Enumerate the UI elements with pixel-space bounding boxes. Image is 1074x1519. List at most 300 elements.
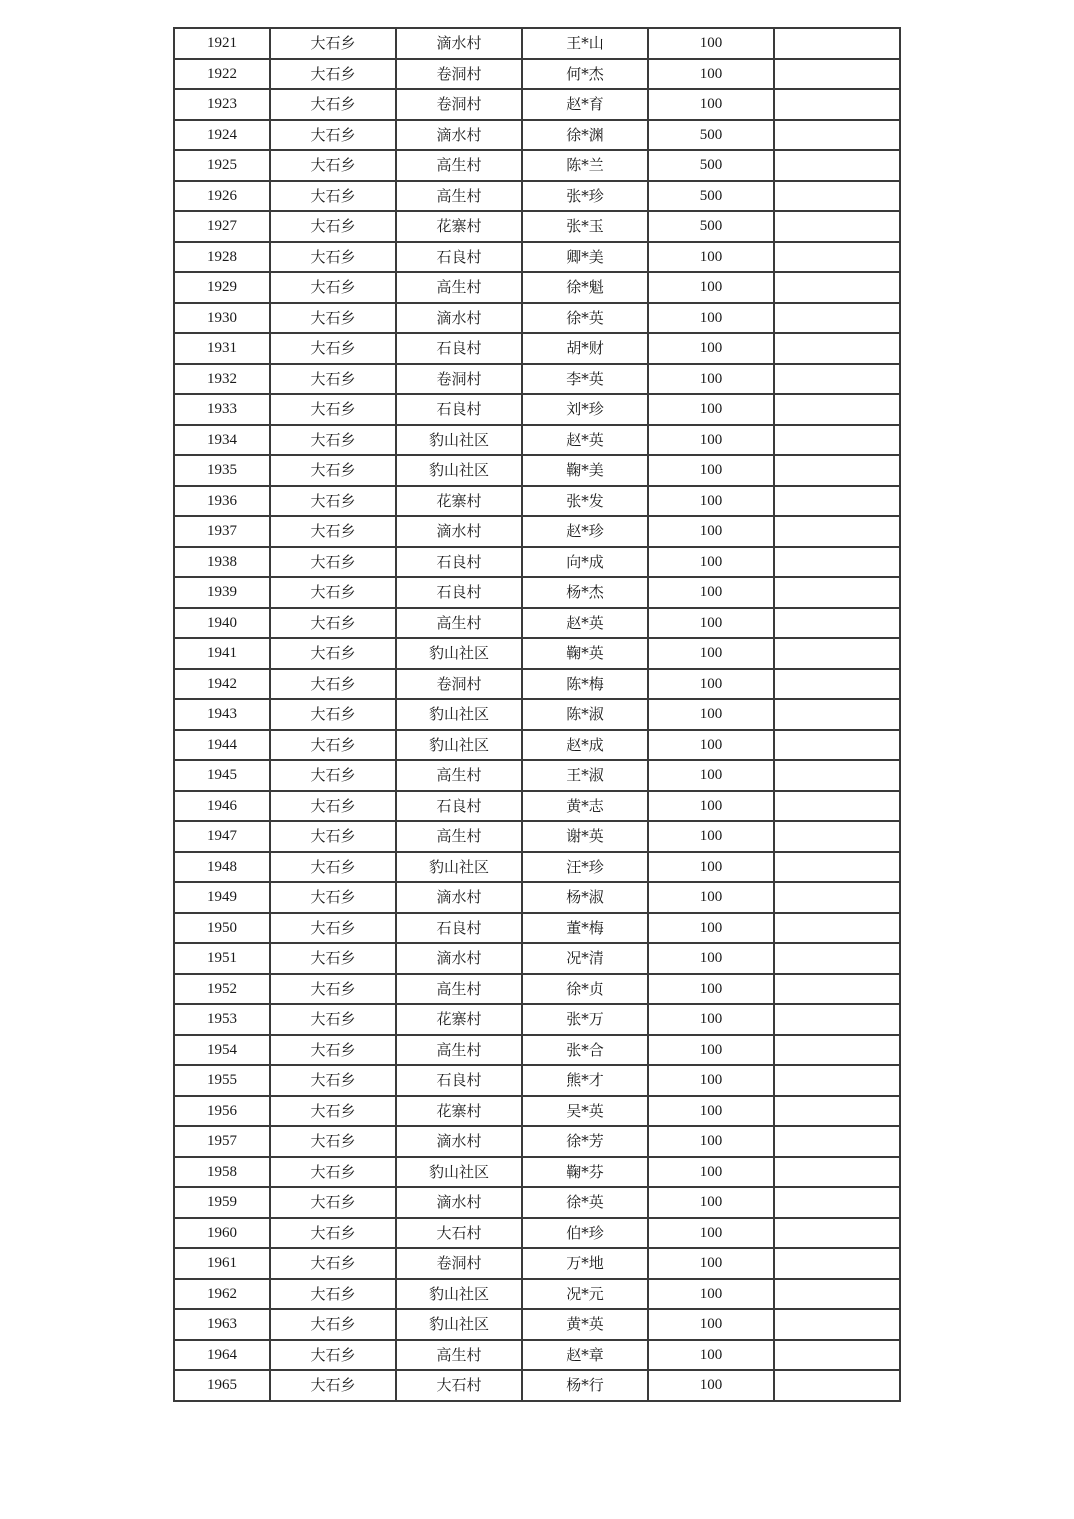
cell-township: 大石乡 <box>270 1340 396 1371</box>
cell-village: 滴水村 <box>396 1126 522 1157</box>
cell-serial-number: 1927 <box>174 211 270 242</box>
cell-amount: 100 <box>648 1004 774 1035</box>
cell-serial-number: 1937 <box>174 516 270 547</box>
cell-township: 大石乡 <box>270 1187 396 1218</box>
cell-village: 滴水村 <box>396 516 522 547</box>
cell-serial-number: 1925 <box>174 150 270 181</box>
cell-note <box>774 608 900 639</box>
cell-person-name: 吴*英 <box>522 1096 648 1127</box>
cell-village: 石良村 <box>396 394 522 425</box>
table-row <box>174 1218 900 1249</box>
cell-village: 滴水村 <box>396 943 522 974</box>
cell-person-name: 董*梅 <box>522 913 648 944</box>
cell-person-name: 鞠*美 <box>522 455 648 486</box>
cell-serial-number: 1935 <box>174 455 270 486</box>
cell-serial-number: 1947 <box>174 821 270 852</box>
cell-note <box>774 1370 900 1401</box>
cell-note <box>774 852 900 883</box>
cell-township: 大石乡 <box>270 1218 396 1249</box>
cell-serial-number: 1956 <box>174 1096 270 1127</box>
cell-amount: 100 <box>648 1309 774 1340</box>
cell-village: 花寨村 <box>396 486 522 517</box>
cell-serial-number: 1930 <box>174 303 270 334</box>
cell-village: 高生村 <box>396 760 522 791</box>
cell-amount: 100 <box>648 1340 774 1371</box>
cell-township: 大石乡 <box>270 608 396 639</box>
table-row <box>174 59 900 90</box>
cell-person-name: 胡*财 <box>522 333 648 364</box>
table-row <box>174 638 900 669</box>
cell-serial-number: 1934 <box>174 425 270 456</box>
cell-person-name: 徐*渊 <box>522 120 648 151</box>
table-row <box>174 1065 900 1096</box>
cell-village: 石良村 <box>396 242 522 273</box>
cell-township: 大石乡 <box>270 394 396 425</box>
cell-person-name: 熊*才 <box>522 1065 648 1096</box>
table-row <box>174 1340 900 1371</box>
cell-township: 大石乡 <box>270 791 396 822</box>
cell-person-name: 黄*志 <box>522 791 648 822</box>
table-row <box>174 791 900 822</box>
cell-township: 大石乡 <box>270 1126 396 1157</box>
cell-person-name: 张*玉 <box>522 211 648 242</box>
cell-township: 大石乡 <box>270 455 396 486</box>
cell-note <box>774 882 900 913</box>
cell-note <box>774 242 900 273</box>
table-row <box>174 181 900 212</box>
cell-note <box>774 821 900 852</box>
cell-village: 石良村 <box>396 913 522 944</box>
cell-serial-number: 1938 <box>174 547 270 578</box>
cell-person-name: 徐*贞 <box>522 974 648 1005</box>
cell-amount: 100 <box>648 547 774 578</box>
cell-serial-number: 1921 <box>174 28 270 59</box>
table-row <box>174 760 900 791</box>
cell-person-name: 伯*珍 <box>522 1218 648 1249</box>
cell-serial-number: 1962 <box>174 1279 270 1310</box>
cell-amount: 100 <box>648 1065 774 1096</box>
cell-amount: 100 <box>648 59 774 90</box>
cell-township: 大石乡 <box>270 1157 396 1188</box>
cell-serial-number: 1933 <box>174 394 270 425</box>
table-row <box>174 303 900 334</box>
cell-person-name: 徐*芳 <box>522 1126 648 1157</box>
cell-township: 大石乡 <box>270 821 396 852</box>
cell-township: 大石乡 <box>270 974 396 1005</box>
cell-township: 大石乡 <box>270 882 396 913</box>
cell-person-name: 赵*成 <box>522 730 648 761</box>
cell-note <box>774 303 900 334</box>
cell-person-name: 陈*淑 <box>522 699 648 730</box>
cell-village: 卷洞村 <box>396 364 522 395</box>
cell-person-name: 张*发 <box>522 486 648 517</box>
table-row <box>174 821 900 852</box>
table-row <box>174 1035 900 1066</box>
cell-note <box>774 272 900 303</box>
cell-village: 高生村 <box>396 608 522 639</box>
table-row <box>174 425 900 456</box>
cell-village: 豹山社区 <box>396 699 522 730</box>
cell-note <box>774 1309 900 1340</box>
cell-serial-number: 1948 <box>174 852 270 883</box>
cell-serial-number: 1960 <box>174 1218 270 1249</box>
cell-note <box>774 1187 900 1218</box>
cell-village: 滴水村 <box>396 28 522 59</box>
cell-township: 大石乡 <box>270 150 396 181</box>
cell-village: 石良村 <box>396 333 522 364</box>
cell-person-name: 赵*珍 <box>522 516 648 547</box>
cell-amount: 500 <box>648 120 774 151</box>
cell-serial-number: 1939 <box>174 577 270 608</box>
cell-amount: 100 <box>648 1035 774 1066</box>
cell-amount: 500 <box>648 150 774 181</box>
table-row <box>174 669 900 700</box>
table-row <box>174 882 900 913</box>
cell-township: 大石乡 <box>270 730 396 761</box>
cell-township: 大石乡 <box>270 516 396 547</box>
cell-serial-number: 1950 <box>174 913 270 944</box>
cell-amount: 100 <box>648 1218 774 1249</box>
cell-person-name: 杨*杰 <box>522 577 648 608</box>
cell-amount: 100 <box>648 455 774 486</box>
table-row <box>174 1370 900 1401</box>
cell-serial-number: 1959 <box>174 1187 270 1218</box>
cell-village: 滴水村 <box>396 120 522 151</box>
table-row <box>174 943 900 974</box>
cell-serial-number: 1953 <box>174 1004 270 1035</box>
cell-serial-number: 1941 <box>174 638 270 669</box>
table-row <box>174 486 900 517</box>
cell-amount: 100 <box>648 1248 774 1279</box>
cell-person-name: 何*杰 <box>522 59 648 90</box>
cell-serial-number: 1964 <box>174 1340 270 1371</box>
cell-serial-number: 1923 <box>174 89 270 120</box>
cell-village: 高生村 <box>396 1035 522 1066</box>
cell-person-name: 王*山 <box>522 28 648 59</box>
cell-township: 大石乡 <box>270 1065 396 1096</box>
table-row <box>174 1187 900 1218</box>
table-row <box>174 1309 900 1340</box>
cell-village: 豹山社区 <box>396 1309 522 1340</box>
cell-person-name: 黄*英 <box>522 1309 648 1340</box>
cell-amount: 100 <box>648 760 774 791</box>
cell-amount: 100 <box>648 394 774 425</box>
cell-serial-number: 1955 <box>174 1065 270 1096</box>
table-row <box>174 913 900 944</box>
table-row <box>174 730 900 761</box>
cell-village: 豹山社区 <box>396 1279 522 1310</box>
table-row <box>174 364 900 395</box>
cell-person-name: 鞠*英 <box>522 638 648 669</box>
cell-amount: 100 <box>648 577 774 608</box>
cell-person-name: 况*清 <box>522 943 648 974</box>
cell-township: 大石乡 <box>270 59 396 90</box>
cell-village: 滴水村 <box>396 1187 522 1218</box>
cell-amount: 100 <box>648 882 774 913</box>
cell-amount: 100 <box>648 516 774 547</box>
cell-amount: 100 <box>648 974 774 1005</box>
cell-serial-number: 1943 <box>174 699 270 730</box>
cell-village: 石良村 <box>396 547 522 578</box>
cell-township: 大石乡 <box>270 547 396 578</box>
cell-amount: 100 <box>648 486 774 517</box>
cell-township: 大石乡 <box>270 28 396 59</box>
cell-note <box>774 59 900 90</box>
cell-amount: 100 <box>648 638 774 669</box>
cell-village: 高生村 <box>396 181 522 212</box>
cell-amount: 100 <box>648 425 774 456</box>
cell-note <box>774 1004 900 1035</box>
table-row <box>174 28 900 59</box>
cell-note <box>774 669 900 700</box>
cell-person-name: 陈*兰 <box>522 150 648 181</box>
cell-township: 大石乡 <box>270 1248 396 1279</box>
cell-serial-number: 1945 <box>174 760 270 791</box>
cell-note <box>774 1248 900 1279</box>
cell-serial-number: 1952 <box>174 974 270 1005</box>
cell-amount: 100 <box>648 1126 774 1157</box>
cell-serial-number: 1926 <box>174 181 270 212</box>
cell-note <box>774 28 900 59</box>
cell-note <box>774 577 900 608</box>
table-row <box>174 1096 900 1127</box>
cell-serial-number: 1949 <box>174 882 270 913</box>
table-row <box>174 516 900 547</box>
cell-note <box>774 1340 900 1371</box>
cell-township: 大石乡 <box>270 1279 396 1310</box>
table-row <box>174 272 900 303</box>
cell-amount: 100 <box>648 28 774 59</box>
cell-amount: 100 <box>648 89 774 120</box>
cell-person-name: 徐*英 <box>522 303 648 334</box>
cell-serial-number: 1931 <box>174 333 270 364</box>
cell-person-name: 况*元 <box>522 1279 648 1310</box>
cell-note <box>774 1126 900 1157</box>
cell-amount: 100 <box>648 333 774 364</box>
roster-table-body <box>174 28 900 1401</box>
cell-person-name: 向*成 <box>522 547 648 578</box>
cell-amount: 100 <box>648 852 774 883</box>
cell-note <box>774 211 900 242</box>
cell-note <box>774 943 900 974</box>
table-row <box>174 333 900 364</box>
cell-township: 大石乡 <box>270 1370 396 1401</box>
cell-township: 大石乡 <box>270 760 396 791</box>
cell-note <box>774 516 900 547</box>
cell-township: 大石乡 <box>270 913 396 944</box>
cell-note <box>774 547 900 578</box>
cell-township: 大石乡 <box>270 1004 396 1035</box>
cell-township: 大石乡 <box>270 486 396 517</box>
cell-serial-number: 1942 <box>174 669 270 700</box>
cell-village: 卷洞村 <box>396 89 522 120</box>
cell-village: 花寨村 <box>396 211 522 242</box>
cell-person-name: 汪*珍 <box>522 852 648 883</box>
table-row <box>174 455 900 486</box>
table-row <box>174 211 900 242</box>
cell-township: 大石乡 <box>270 303 396 334</box>
cell-village: 石良村 <box>396 791 522 822</box>
cell-note <box>774 1157 900 1188</box>
cell-village: 石良村 <box>396 1065 522 1096</box>
cell-township: 大石乡 <box>270 1309 396 1340</box>
cell-person-name: 陈*梅 <box>522 669 648 700</box>
cell-person-name: 赵*英 <box>522 425 648 456</box>
cell-serial-number: 1954 <box>174 1035 270 1066</box>
table-row <box>174 1004 900 1035</box>
cell-township: 大石乡 <box>270 577 396 608</box>
cell-township: 大石乡 <box>270 425 396 456</box>
cell-township: 大石乡 <box>270 89 396 120</box>
cell-note <box>774 394 900 425</box>
cell-person-name: 赵*英 <box>522 608 648 639</box>
cell-township: 大石乡 <box>270 638 396 669</box>
cell-person-name: 鞠*芬 <box>522 1157 648 1188</box>
cell-township: 大石乡 <box>270 181 396 212</box>
cell-note <box>774 150 900 181</box>
cell-village: 豹山社区 <box>396 730 522 761</box>
cell-note <box>774 1035 900 1066</box>
cell-village: 卷洞村 <box>396 59 522 90</box>
cell-township: 大石乡 <box>270 211 396 242</box>
cell-note <box>774 1218 900 1249</box>
cell-person-name: 徐*魁 <box>522 272 648 303</box>
cell-amount: 100 <box>648 669 774 700</box>
cell-serial-number: 1961 <box>174 1248 270 1279</box>
cell-village: 豹山社区 <box>396 425 522 456</box>
cell-township: 大石乡 <box>270 1096 396 1127</box>
cell-note <box>774 1279 900 1310</box>
cell-person-name: 张*合 <box>522 1035 648 1066</box>
cell-amount: 100 <box>648 730 774 761</box>
cell-village: 豹山社区 <box>396 455 522 486</box>
cell-village: 花寨村 <box>396 1004 522 1035</box>
cell-person-name: 万*地 <box>522 1248 648 1279</box>
cell-village: 石良村 <box>396 577 522 608</box>
cell-serial-number: 1965 <box>174 1370 270 1401</box>
cell-amount: 100 <box>648 913 774 944</box>
cell-serial-number: 1940 <box>174 608 270 639</box>
cell-township: 大石乡 <box>270 943 396 974</box>
table-row <box>174 852 900 883</box>
table-row <box>174 699 900 730</box>
cell-note <box>774 455 900 486</box>
cell-note <box>774 89 900 120</box>
cell-township: 大石乡 <box>270 272 396 303</box>
cell-person-name: 赵*育 <box>522 89 648 120</box>
table-row <box>174 1126 900 1157</box>
cell-amount: 500 <box>648 181 774 212</box>
cell-note <box>774 333 900 364</box>
table-row <box>174 1279 900 1310</box>
cell-serial-number: 1946 <box>174 791 270 822</box>
cell-township: 大石乡 <box>270 1035 396 1066</box>
cell-serial-number: 1957 <box>174 1126 270 1157</box>
cell-person-name: 卿*美 <box>522 242 648 273</box>
table-row <box>174 608 900 639</box>
cell-person-name: 杨*淑 <box>522 882 648 913</box>
cell-person-name: 张*珍 <box>522 181 648 212</box>
cell-village: 大石村 <box>396 1370 522 1401</box>
table-row <box>174 394 900 425</box>
cell-township: 大石乡 <box>270 364 396 395</box>
cell-amount: 100 <box>648 1187 774 1218</box>
cell-amount: 100 <box>648 1096 774 1127</box>
cell-serial-number: 1944 <box>174 730 270 761</box>
table-row <box>174 1157 900 1188</box>
cell-person-name: 张*万 <box>522 1004 648 1035</box>
table-row <box>174 974 900 1005</box>
cell-person-name: 谢*英 <box>522 821 648 852</box>
roster-table <box>173 27 901 1402</box>
cell-serial-number: 1932 <box>174 364 270 395</box>
cell-township: 大石乡 <box>270 852 396 883</box>
cell-note <box>774 730 900 761</box>
table-row <box>174 242 900 273</box>
cell-township: 大石乡 <box>270 120 396 151</box>
cell-amount: 100 <box>648 699 774 730</box>
cell-note <box>774 486 900 517</box>
cell-person-name: 赵*章 <box>522 1340 648 1371</box>
cell-amount: 100 <box>648 821 774 852</box>
cell-amount: 100 <box>648 1279 774 1310</box>
cell-village: 高生村 <box>396 272 522 303</box>
cell-person-name: 刘*珍 <box>522 394 648 425</box>
table-row <box>174 577 900 608</box>
cell-village: 滴水村 <box>396 882 522 913</box>
cell-village: 卷洞村 <box>396 1248 522 1279</box>
cell-person-name: 徐*英 <box>522 1187 648 1218</box>
cell-amount: 100 <box>648 364 774 395</box>
cell-note <box>774 699 900 730</box>
cell-note <box>774 181 900 212</box>
cell-serial-number: 1958 <box>174 1157 270 1188</box>
cell-village: 大石村 <box>396 1218 522 1249</box>
cell-person-name: 王*淑 <box>522 760 648 791</box>
cell-note <box>774 760 900 791</box>
cell-note <box>774 1096 900 1127</box>
cell-amount: 100 <box>648 791 774 822</box>
cell-township: 大石乡 <box>270 333 396 364</box>
cell-amount: 100 <box>648 303 774 334</box>
cell-amount: 100 <box>648 272 774 303</box>
cell-village: 豹山社区 <box>396 1157 522 1188</box>
cell-person-name: 杨*行 <box>522 1370 648 1401</box>
table-row <box>174 150 900 181</box>
cell-serial-number: 1924 <box>174 120 270 151</box>
cell-person-name: 李*英 <box>522 364 648 395</box>
table-row <box>174 547 900 578</box>
cell-township: 大石乡 <box>270 242 396 273</box>
cell-village: 卷洞村 <box>396 669 522 700</box>
cell-note <box>774 425 900 456</box>
cell-note <box>774 364 900 395</box>
cell-note <box>774 638 900 669</box>
cell-serial-number: 1936 <box>174 486 270 517</box>
cell-village: 高生村 <box>396 150 522 181</box>
cell-township: 大石乡 <box>270 699 396 730</box>
cell-village: 高生村 <box>396 974 522 1005</box>
cell-amount: 100 <box>648 242 774 273</box>
cell-note <box>774 974 900 1005</box>
table-row <box>174 120 900 151</box>
cell-note <box>774 120 900 151</box>
cell-village: 豹山社区 <box>396 852 522 883</box>
cell-village: 花寨村 <box>396 1096 522 1127</box>
cell-note <box>774 1065 900 1096</box>
cell-serial-number: 1951 <box>174 943 270 974</box>
cell-note <box>774 791 900 822</box>
